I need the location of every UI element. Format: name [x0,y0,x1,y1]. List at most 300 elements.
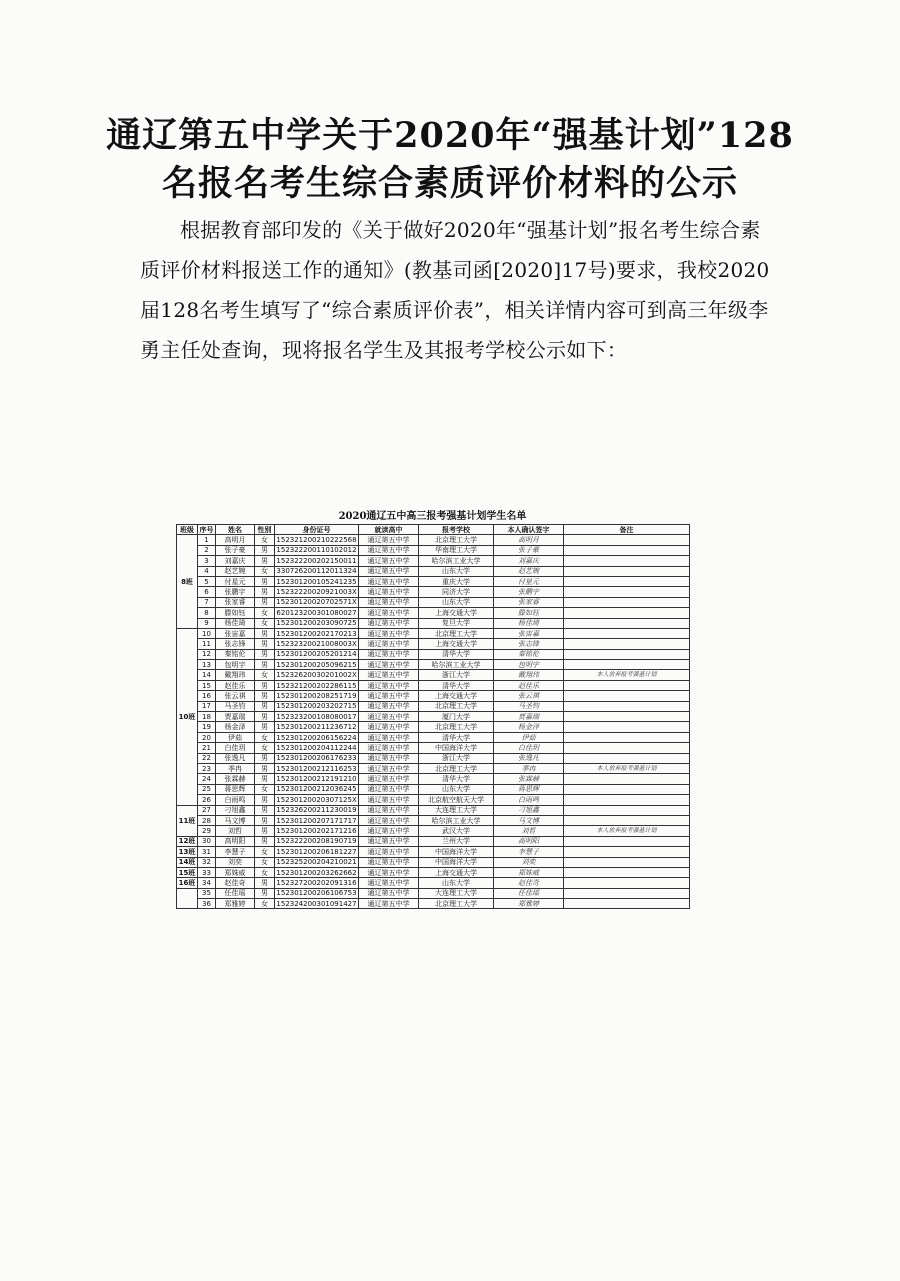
high-school-cell: 通辽第五中学 [359,826,419,836]
seq-cell: 8 [198,608,216,618]
gender-cell: 男 [255,597,275,607]
name-cell: 李慧子 [216,847,255,857]
high-school-cell: 通辽第五中学 [359,576,419,586]
id-number-cell: 152301200205096215 [276,660,357,669]
page-title-line1: 通辽第五中学关于2020年“强基计划”128 [106,115,794,156]
name-cell: 蒋思辉 [216,784,255,794]
table-row [177,732,690,742]
seq-cell: 15 [198,680,216,690]
table-row [177,587,690,597]
note-cell [564,784,690,794]
table-header-cell: 性别 [255,525,275,535]
high-school-cell: 通辽第五中学 [359,795,419,805]
signature-cell: 郑雅婷 [494,899,564,909]
name-cell: 张宙嘉 [216,628,255,638]
high-school-cell: 通辽第五中学 [359,722,419,732]
id-number-cell: 152301200207171717 [276,816,357,825]
name-cell: 秦铭伦 [216,649,255,659]
seq-cell: 5 [198,576,216,586]
target-school-cell: 北京理工大学 [419,899,494,909]
class-cell: 15班 [177,867,198,877]
target-school-cell: 哈尔滨工业大学 [419,660,494,670]
id-number-cell: 152322200202150011 [276,556,357,565]
target-school-cell: 北京理工大学 [419,535,494,545]
id-number-cell: 152323200108080017 [276,712,357,721]
signature-cell: 刘嘉庆 [494,556,564,566]
table-row [177,701,690,711]
target-school-cell: 兰州大学 [419,836,494,846]
table-caption: 2020通辽五中高三报考强基计划学生名单 [338,511,527,522]
class-cell: 13班 [177,847,198,857]
high-school-cell: 通辽第五中学 [359,649,419,659]
name-cell: 滕如钰 [216,608,255,618]
seq-cell: 35 [198,888,216,898]
target-school-cell: 上海交通大学 [419,867,494,877]
gender-cell: 男 [255,680,275,690]
target-school-cell: 上海交通大学 [419,608,494,618]
note-cell [564,795,690,805]
gender-cell: 女 [255,784,275,794]
seq-cell: 23 [198,763,216,773]
signature-cell: 秦铭伦 [494,649,564,659]
signature-cell: 白佳玥 [494,743,564,753]
signature-cell: 伊茹 [494,732,564,742]
high-school-cell: 通辽第五中学 [359,836,419,846]
name-cell: 赵佳乐 [216,680,255,690]
name-cell: 张云祺 [216,691,255,701]
table-row [177,639,690,649]
target-school-cell: 北京理工大学 [419,628,494,638]
id-number-cell: 152324200301091427 [276,899,357,908]
table-header-cell: 身份证号 [275,525,359,535]
high-school-cell: 通辽第五中学 [359,712,419,722]
target-school-cell: 华南理工大学 [419,545,494,555]
note-cell [564,805,690,815]
name-cell: 张志锋 [216,639,255,649]
class-cell: 10班 [177,628,198,805]
note-cell [564,722,690,732]
seq-cell: 6 [198,587,216,597]
id-number-cell: 620123200301080027 [276,608,357,617]
table-row [177,815,690,825]
id-number-cell: 330726200112011324 [276,567,357,576]
table-row [177,660,690,670]
table-row [177,753,690,763]
table-header-row [177,525,690,535]
seq-cell: 1 [198,535,216,545]
signature-cell: 郑姝威 [494,867,564,877]
gender-cell: 女 [255,618,275,628]
signature-cell: 滕如钰 [494,608,564,618]
seq-cell: 27 [198,805,216,815]
table-header-cell: 备注 [564,525,690,535]
note-cell [564,815,690,825]
name-cell: 郑雅婷 [216,899,255,909]
id-number-cell: 152301200212191210 [276,775,357,784]
seq-cell: 28 [198,815,216,825]
gender-cell: 男 [255,545,275,555]
signature-cell: 蒋思辉 [494,784,564,794]
name-cell: 马圣钧 [216,701,255,711]
high-school-cell: 通辽第五中学 [359,535,419,545]
name-cell: 季冉 [216,763,255,773]
table-row [177,556,690,566]
name-cell: 刘哲 [216,826,255,836]
seq-cell: 7 [198,597,216,607]
name-cell: 包明宇 [216,660,255,670]
signature-cell: 任佳瑶 [494,888,564,898]
note-cell: 本人放弃报考强基计划 [564,763,690,773]
high-school-cell: 通辽第五中学 [359,732,419,742]
id-number-cell: 152301200204112244 [276,743,357,752]
name-cell: 张子豪 [216,545,255,555]
target-school-cell: 清华大学 [419,774,494,784]
gender-cell: 女 [255,743,275,753]
seq-cell: 3 [198,556,216,566]
high-school-cell: 通辽第五中学 [359,857,419,867]
note-cell [564,857,690,867]
id-number-cell: 152321200210222568 [276,536,357,545]
high-school-cell: 通辽第五中学 [359,753,419,763]
gender-cell: 女 [255,867,275,877]
seq-cell: 4 [198,566,216,576]
table-body [177,535,690,909]
name-cell: 赵佳奇 [216,878,255,888]
gender-cell: 男 [255,712,275,722]
gender-cell: 男 [255,826,275,836]
gender-cell: 男 [255,753,275,763]
id-number-cell: 152301200202170213 [276,629,357,638]
name-cell: 张逸凡 [216,753,255,763]
id-number-cell: 152301200205201214 [276,650,357,659]
note-cell [564,878,690,888]
name-cell: 任佳瑶 [216,888,255,898]
table-row [177,691,690,701]
name-cell: 杨金泽 [216,722,255,732]
id-number-cell: 152325200204210021 [276,858,357,867]
note-cell [564,732,690,742]
target-school-cell: 大连理工大学 [419,888,494,898]
table-row [177,857,690,867]
name-cell: 刘奕 [216,857,255,867]
note-cell [564,639,690,649]
signature-cell: 张家睿 [494,597,564,607]
note-cell [564,618,690,628]
seq-cell: 10 [198,628,216,638]
table-row [177,608,690,618]
signature-cell: 张子豪 [494,545,564,555]
note-cell [564,691,690,701]
target-school-cell: 上海交通大学 [419,691,494,701]
name-cell: 杨佳琦 [216,618,255,628]
table-row [177,680,690,690]
table-row [177,784,690,794]
gender-cell: 男 [255,660,275,670]
table-row [177,649,690,659]
high-school-cell: 通辽第五中学 [359,545,419,555]
seq-cell: 30 [198,836,216,846]
signature-cell: 赵佳奇 [494,878,564,888]
signature-cell: 张云祺 [494,691,564,701]
high-school-cell: 通辽第五中学 [359,628,419,638]
gender-cell: 男 [255,691,275,701]
id-number-cell: 152301200206181227 [276,847,357,856]
table-header-cell: 班级 [177,525,198,535]
target-school-cell: 清华大学 [419,732,494,742]
note-cell [564,899,690,909]
table-row [177,826,690,836]
high-school-cell: 通辽第五中学 [359,763,419,773]
high-school-cell: 通辽第五中学 [359,639,419,649]
page-title-line2: 名报名考生综合素质评价材料的公示 [161,163,738,204]
target-school-cell: 中国海洋大学 [419,743,494,753]
signature-cell: 赵艺婉 [494,566,564,576]
signature-cell: 张宙嘉 [494,628,564,638]
gender-cell: 女 [255,732,275,742]
seq-cell: 36 [198,899,216,909]
high-school-cell: 通辽第五中学 [359,670,419,680]
gender-cell: 男 [255,878,275,888]
id-number-cell: 152301200206156224 [276,733,357,742]
note-cell [564,867,690,877]
table-row [177,545,690,555]
seq-cell: 22 [198,753,216,763]
table-header-cell: 序号 [199,525,214,534]
seq-cell: 24 [198,774,216,784]
table-row [177,847,690,857]
note-cell [564,774,690,784]
high-school-cell: 通辽第五中学 [359,556,419,566]
name-cell: 刁旭鑫 [216,805,255,815]
high-school-cell: 通辽第五中学 [359,815,419,825]
note-cell [564,597,690,607]
seq-cell: 31 [198,847,216,857]
table-row [177,888,690,898]
gender-cell: 女 [255,608,275,618]
high-school-cell: 通辽第五中学 [359,888,419,898]
seq-cell: 34 [198,878,216,888]
gender-cell: 男 [255,576,275,586]
target-school-cell: 中国海洋大学 [419,857,494,867]
target-school-cell: 清华大学 [419,649,494,659]
id-number-cell: 152301200212036245 [276,785,357,794]
signature-cell: 张霖赫 [494,774,564,784]
table-header-cell: 报考学校 [419,525,494,535]
note-cell [564,556,690,566]
note-cell [564,712,690,722]
table-row [177,878,690,888]
id-number-cell: 152301200212116253 [276,764,357,773]
seq-cell: 2 [198,545,216,555]
name-cell: 郑姝威 [216,867,255,877]
target-school-cell: 复旦大学 [419,618,494,628]
id-number-cell: 15232220020921003X [276,588,357,597]
table-header-cell: 本人确认签字 [494,525,564,535]
table-row [177,618,690,628]
class-cell [177,888,198,909]
target-school-cell: 北京理工大学 [419,763,494,773]
high-school-cell: 通辽第五中学 [359,743,419,753]
seq-cell: 20 [198,732,216,742]
target-school-cell: 哈尔滨工业大学 [419,815,494,825]
name-cell: 刘嘉庆 [216,556,255,566]
note-cell [564,680,690,690]
table-row [177,670,690,680]
name-cell: 张霖赫 [216,774,255,784]
table-row [177,722,690,732]
target-school-cell: 浙江大学 [419,753,494,763]
note-cell [564,587,690,597]
target-school-cell: 武汉大学 [419,826,494,836]
target-school-cell: 山东大学 [419,597,494,607]
table-row [177,628,690,638]
signature-cell: 刘哲 [494,826,564,836]
note-cell [564,535,690,545]
table-row [177,836,690,846]
note-cell: 本人放弃报考强基计划 [564,670,690,680]
target-school-cell: 北京理工大学 [419,722,494,732]
gender-cell: 男 [255,722,275,732]
high-school-cell: 通辽第五中学 [359,701,419,711]
gender-cell: 男 [255,628,275,638]
gender-cell: 男 [255,888,275,898]
gender-cell: 男 [255,649,275,659]
note-cell [564,836,690,846]
seq-cell: 9 [198,618,216,628]
class-cell: 14班 [177,857,198,867]
table-row [177,774,690,784]
note-cell [564,545,690,555]
seq-cell: 17 [198,701,216,711]
note-cell [564,649,690,659]
table-row [177,712,690,722]
note-cell [564,701,690,711]
target-school-cell: 山东大学 [419,784,494,794]
target-school-cell: 上海交通大学 [419,639,494,649]
signature-cell: 高明月 [494,535,564,545]
table-row [177,566,690,576]
note-cell [564,743,690,753]
target-school-cell: 大连理工大学 [419,805,494,815]
seq-cell: 26 [198,795,216,805]
id-number-cell: 152301200211236712 [276,723,357,732]
id-number-cell: 152321200202286115 [276,681,357,690]
note-cell [564,608,690,618]
gender-cell: 男 [255,836,275,846]
signature-cell: 季冉 [494,763,564,773]
target-school-cell: 清华大学 [419,680,494,690]
signature-cell: 张逸凡 [494,753,564,763]
id-number-cell: 152301200202171216 [276,827,357,836]
signature-cell: 包明宇 [494,660,564,670]
seq-cell: 16 [198,691,216,701]
signature-cell: 杨金泽 [494,722,564,732]
target-school-cell: 山东大学 [419,878,494,888]
signature-cell: 高明阳 [494,836,564,846]
high-school-cell: 通辽第五中学 [359,566,419,576]
note-cell: 本人放弃报考强基计划 [564,826,690,836]
table-row [177,743,690,753]
name-cell: 马文博 [216,815,255,825]
id-number-cell: 152322200208190719 [276,837,357,846]
table-row [177,795,690,805]
note-cell [564,888,690,898]
table-row [177,805,690,815]
target-school-cell: 山东大学 [419,566,494,576]
signature-cell: 张鹏宇 [494,587,564,597]
gender-cell: 女 [255,535,275,545]
signature-cell: 杨佳琦 [494,618,564,628]
note-cell [564,628,690,638]
name-cell: 张鹏宇 [216,587,255,597]
high-school-cell: 通辽第五中学 [359,608,419,618]
target-school-cell: 同济大学 [419,587,494,597]
table-header-cell: 就读高中 [359,525,419,535]
signature-cell: 戴翔玮 [494,670,564,680]
seq-cell: 12 [198,649,216,659]
name-cell: 张家睿 [216,597,255,607]
seq-cell: 18 [198,712,216,722]
intro-paragraph: 根据教育部印发的《关于做好2020年“强基计划”报名考生综合素质评价材料报送工作的通知》(教基司函[2020]17号)要求，我校2020届128名考生填写了“综合素质评价表”，相关详情内容可到高三年级李勇主任处查询，现将报名学生及其报考学校公示如下： [140,218,770,362]
seq-cell: 29 [198,826,216,836]
gender-cell: 女 [255,670,275,680]
id-number-cell: 15232620030201002X [276,671,357,680]
high-school-cell: 通辽第五中学 [359,784,419,794]
name-cell: 白雨鸣 [216,795,255,805]
class-cell: 12班 [177,836,198,846]
high-school-cell: 通辽第五中学 [359,867,419,877]
high-school-cell: 通辽第五中学 [359,597,419,607]
gender-cell: 女 [255,847,275,857]
gender-cell: 男 [255,639,275,649]
name-cell: 高明阳 [216,836,255,846]
high-school-cell: 通辽第五中学 [359,587,419,597]
gender-cell: 男 [255,815,275,825]
signature-cell: 赵佳乐 [494,680,564,690]
high-school-cell: 通辽第五中学 [359,899,419,909]
seq-cell: 33 [198,867,216,877]
target-school-cell: 哈尔滨工业大学 [419,556,494,566]
gender-cell: 男 [255,587,275,597]
seq-cell: 32 [198,857,216,867]
high-school-cell: 通辽第五中学 [359,774,419,784]
seq-cell: 13 [198,660,216,670]
high-school-cell: 通辽第五中学 [359,878,419,888]
signature-cell: 刁旭鑫 [494,805,564,815]
seq-cell: 11 [198,639,216,649]
target-school-cell: 北京航空航天大学 [419,795,494,805]
id-number-cell: 152327200202091316 [276,878,357,887]
class-cell: 8班 [177,535,198,629]
gender-cell: 男 [255,701,275,711]
id-number-cell: 152301200105241235 [276,577,357,586]
target-school-cell: 北京理工大学 [419,701,494,711]
id-number-cell: 152301200206176233 [276,754,357,763]
gender-cell: 男 [255,774,275,784]
seq-cell: 14 [198,670,216,680]
name-cell: 贾嘉瑞 [216,712,255,722]
id-number-cell: 152301200206106753 [276,889,357,898]
signature-cell: 张志锋 [494,639,564,649]
target-school-cell: 厦门大学 [419,712,494,722]
target-school-cell: 重庆大学 [419,576,494,586]
table-row [177,867,690,877]
signature-cell: 马圣钧 [494,701,564,711]
high-school-cell: 通辽第五中学 [359,805,419,815]
id-number-cell: 152326200211230019 [276,806,357,815]
name-cell: 戴翔玮 [216,670,255,680]
name-cell: 伊茹 [216,732,255,742]
